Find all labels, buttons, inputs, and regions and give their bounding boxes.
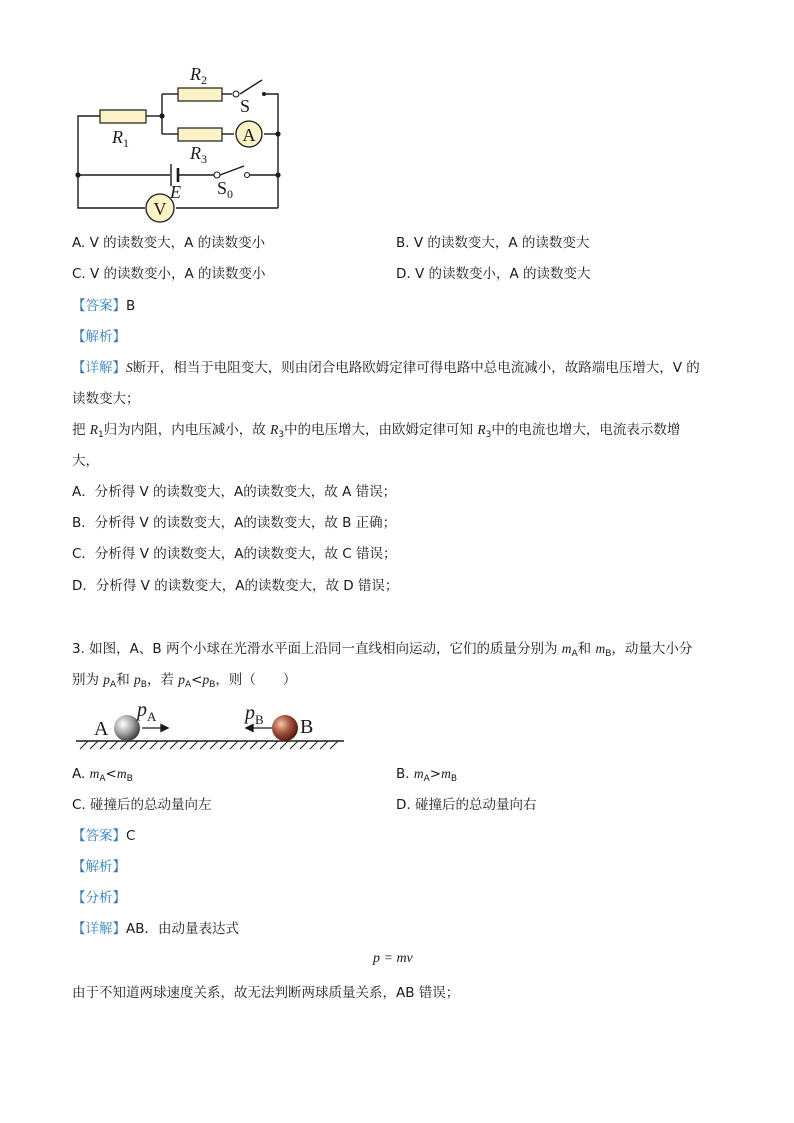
r1-label: $R_1$ [112,127,129,150]
subscript: 3 [278,430,285,440]
detail-var: S [126,360,133,375]
var-m: m [561,641,572,656]
q2-option-d: D. V 的读数变小，A 的读数变大 [396,266,591,282]
text: > [429,766,442,782]
q2-answer [72,297,135,315]
ground-hatching [80,741,338,749]
text: 和 [116,672,135,688]
subscript: A [185,680,192,690]
answer-value: C [126,828,136,844]
q3-stem-line1 [72,640,692,663]
var-m: m [441,766,451,781]
subscript: B [126,774,133,784]
switch-s-label: S [240,96,251,116]
pa-label: $p_A$ [137,699,157,724]
var-p: p [103,672,111,687]
detail-text: 断开，相当于电阻变大，则由闭合电路欧姆定律可得电路中总电流减小，故路端电压增大，V 的 [132,360,700,376]
resistor-r1 [100,110,146,123]
pb-label: $p_B$ [245,702,264,727]
q3-fenxi-tag: 【分析】 [72,890,126,906]
subscript: A [571,649,578,659]
r3-label: $R_3$ [190,143,207,166]
resistor-r2 [178,88,222,101]
var-p: p [134,672,141,687]
q2-option-a: A. V 的读数变大，A 的读数变小 [72,235,266,251]
subscript: B [605,649,612,659]
var-p: p [178,672,185,687]
q3-formula: p = mv [373,951,413,966]
var-m: m [116,766,127,781]
var-r: R [89,422,99,437]
text: < [191,672,203,688]
text: 中的电压增大，由欧姆定律可知 [284,422,478,438]
q2-option-b: B. V 的读数变大，A 的读数变大 [396,235,590,251]
subscript: A [99,774,106,784]
q2-analysis-tag: 【解析】 [72,329,126,345]
ball-b [272,715,298,741]
q2-option-c: C. V 的读数变小，A 的读数变小 [72,266,266,282]
switch-s0-label: $S_0$ [217,178,234,201]
var-r: R [270,422,279,437]
resistor-r3 [178,128,222,141]
q3-analysis-tag: 【解析】 [72,859,126,875]
text: < [105,766,117,782]
answer-tag: 【答案】 [72,828,126,844]
q3-conclusion: 由于不知道两球速度关系，故无法判断两球质量关系，AB 错误； [72,985,460,1001]
text: 3. 如图，A、B 两个小球在光滑水平面上沿同一直线相向运动，它们的质量分别为 [72,641,562,657]
text: ，动量大小分 [611,641,693,657]
answer-value: B [126,298,136,314]
text: 把 [72,422,90,438]
text: ，若 [146,672,179,688]
q2-detail-line1 [72,359,700,377]
var-m: m [413,766,424,781]
q3-option-c: C. 碰撞后的总动量向左 [72,797,212,813]
q2-d-line: D．分析得 V 的读数变大，A的读数变大，故 D 错误； [72,578,399,594]
text: A. [72,766,90,782]
subscript: B [140,680,147,690]
subscript: 3 [485,430,492,440]
ball-a-label: A [94,718,109,740]
q2-c-line: C．分析得 V 的读数变大，A的读数变大，故 C 错误； [72,546,397,562]
q2-detail-line2: 读数变大； [72,391,140,407]
subscript: A [110,680,117,690]
text: 和 [577,641,596,657]
var-m: m [89,766,100,781]
subscript: B [450,774,458,784]
q2-b-line: B．分析得 V 的读数变大，A的读数变大，故 B 正确； [72,515,397,531]
detail-text: AB．由动量表达式 [126,921,239,937]
q3-answer [72,827,135,845]
q3-detail [72,920,239,938]
detail-tag: 【详解】 [72,921,126,937]
text: ，则（ ） [215,672,297,688]
subscript: A [423,774,430,784]
q2-detail-line4: 大， [72,453,99,469]
q3-stem-line2 [72,671,296,694]
var-m: m [595,641,606,656]
emf-label: E [170,182,181,202]
q3-option-d: D. 碰撞后的总动量向右 [396,797,537,813]
q3-option-b [396,765,457,788]
switch-s0-blade [220,166,244,175]
text: 中的电流也增大，电流表示数增 [491,422,681,438]
text: 归为内阻，内电压减小，故 [103,422,271,438]
answer-tag: 【答案】 [72,298,126,314]
q2-a-line: A．分析得 V 的读数变大，A的读数变大，故 A 错误； [72,484,397,500]
text: 别为 [72,672,104,688]
var-r: R [477,422,486,437]
var-p: p [202,672,210,687]
r2-label: $R_2$ [190,64,207,87]
ammeter-label: A [242,125,256,145]
subscript: B [209,680,216,690]
ball-b-label: B [300,716,314,738]
switch-s-blade [240,80,262,94]
subscript: 1 [98,430,104,440]
text: B. [396,766,414,782]
detail-tag: 【详解】 [72,360,126,376]
voltmeter-label: V [153,199,167,219]
q2-detail-line3 [72,421,680,444]
q3-option-a [72,765,133,788]
